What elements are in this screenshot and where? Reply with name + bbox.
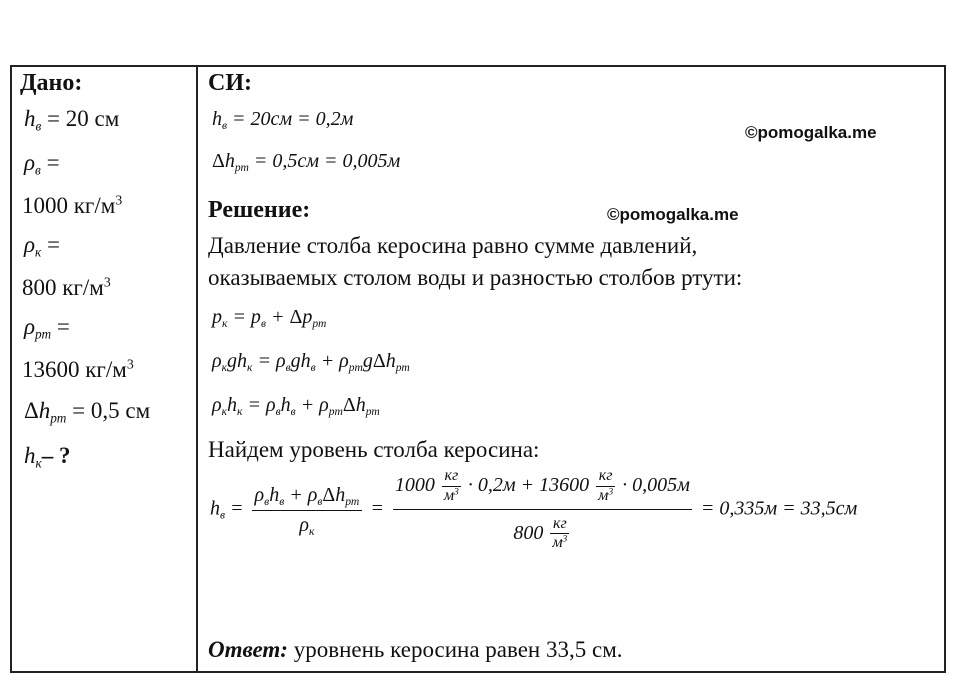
given-rho-rt-value: 13600 $кг/м^3$ bbox=[22, 356, 134, 382]
formula-numeric-fraction: 1000 кг $м^3$ · 0,2м + 13600 кг $м^3$ · 0,005м 800 кг $м^3$ bbox=[394, 467, 690, 552]
given-question: $h_к-$ ? bbox=[24, 443, 71, 471]
si-line-1: $h_в = 20см = 0,2м$ bbox=[212, 108, 354, 133]
table-frame bbox=[10, 65, 946, 673]
answer-text: уровнень керосина равен 33,5 см. bbox=[287, 637, 623, 662]
si-line-2: $\Delta h_{рт} = 0,5см = 0,005м$ bbox=[212, 150, 401, 175]
given-h-v-value: = 20 см bbox=[47, 106, 120, 131]
unit-fraction-1: кг $м^3$ bbox=[443, 467, 459, 504]
given-h-v: $h_в = 20$ см bbox=[24, 106, 120, 134]
unit-fraction-2: кг $м^3$ bbox=[598, 467, 614, 504]
given-title: Дано: bbox=[20, 70, 83, 96]
solution-paragraph-1: Давление столба керосина равно сумме давлений, bbox=[208, 233, 698, 258]
column-divider bbox=[196, 65, 198, 673]
find-level-text: Найдем уровень столба керосина: bbox=[208, 437, 540, 462]
given-rho-k: $\rho_к$ = bbox=[24, 232, 61, 260]
given-dh-rt-value: = 0,5 см bbox=[72, 398, 151, 423]
solution-title: Решение: bbox=[208, 197, 311, 223]
equation-rho-h: $\rho_кh_к = \rho_вh_в + \rho_{рт}\Delta h_{рт}$ bbox=[212, 394, 380, 419]
given-dh-rt: $\Delta h_{рт} = 0,5$ см bbox=[24, 398, 151, 426]
watermark-1: ©pomogalka.me bbox=[745, 123, 877, 142]
final-formula: $h_в$ = $\frac{\rho_вh_в + \rho_в\Delta h_{рт}}{\rho_к}$ = 1000 кг $м^3$ · 0,2м + 13600 кг $м^3$ · 0,005м 800 кг $м^3$ = 0,335м = 33,5см bbox=[210, 467, 858, 552]
given-rho-rt: $\rho_{рт}$ = bbox=[24, 314, 70, 342]
formula-result: = 0,335м = 33,5см bbox=[700, 497, 858, 520]
solution-paragraph-2: оказываемых столом воды и разностью столбов ртути: bbox=[208, 265, 743, 290]
equation-rho-g-h: $\rho_кgh_к = \rho_вgh_в + \rho_{рт}g\Delta h_{рт}$ bbox=[212, 350, 410, 375]
given-rho-k-value: 800 $кг/м^3$ bbox=[22, 274, 111, 300]
unit-fraction-3: кг $м^3$ bbox=[552, 514, 568, 552]
watermark-2: ©pomogalka.me bbox=[607, 205, 739, 224]
answer-line bbox=[208, 637, 623, 663]
formula-symbolic-fraction: $\frac{\rho_вh_в + \rho_в\Delta h_{рт}}{\rho_к}$ bbox=[252, 484, 363, 537]
si-title: СИ: bbox=[208, 70, 252, 96]
equation-pressure: $p_к = p_в + \Delta p_{рт}$ bbox=[212, 306, 327, 331]
given-rho-v-value: 1000 $кг/м^3$ bbox=[22, 192, 123, 218]
answer-label: Ответ: bbox=[208, 637, 288, 662]
given-rho-v: $\rho_в$ = bbox=[24, 150, 60, 178]
